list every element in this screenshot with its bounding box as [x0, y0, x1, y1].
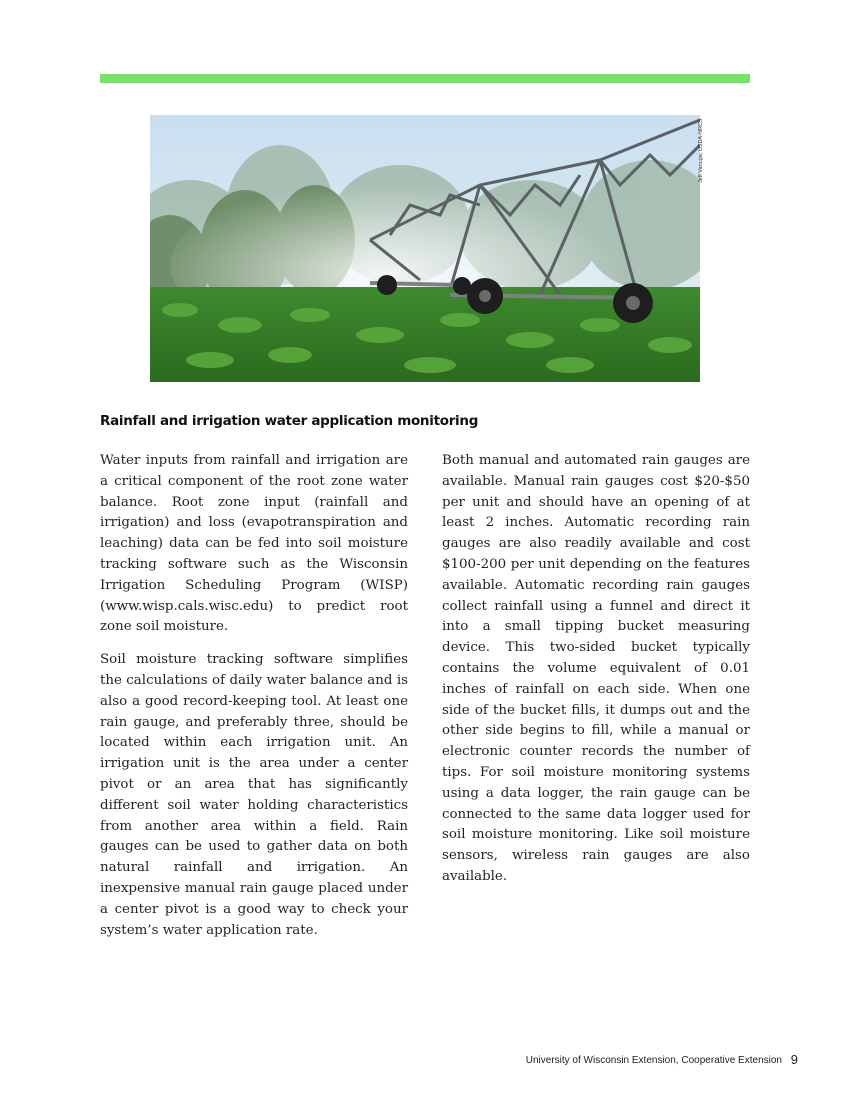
photo-credit: Jeff Vanuga, USDA-NRCS	[698, 118, 704, 183]
page-number: 9	[790, 1052, 798, 1067]
page-footer	[526, 1052, 798, 1067]
center-pivot-irrigation-photo	[150, 115, 700, 382]
paragraph: Soil moisture tracking software simplifies the calculations of daily water balance and is also a good record-keeping tool. At least one rain gauge, and preferably three, should be located within each irrigation unit. An irrigation unit is the area under a center pivot or an area that has significantly different soil water holding characteristics from another area within a field. Rain gauges can be used to gather data on both natural rainfall and irrigation. An inexpensive manual rain gauge placed under a center pivot is a good way to check your system’s water application rate.	[100, 652, 408, 938]
right-column	[442, 451, 750, 900]
left-column	[100, 451, 408, 953]
paragraph: Water inputs from rainfall and irrigation are a critical component of the root zone water balance. Root zone input (rainfall and irrigation) and loss (evapotranspiration and leaching) data can be fed into soil moisture tracking software such as the Wisconsin Irrigation Scheduling Program (WISP) (www.wisp.cals.wisc.edu) to predict root zone soil moisture.	[100, 453, 408, 635]
paragraph: Both manual and automated rain gauges are available. Manual rain gauges cost $20-$50 per unit and should have an opening of at least 2 inches. Automatic recording rain gauges are also readily available and cost $100-200 per unit depending on the features available. Automatic recording rain gauges collect rainfall using a funnel and direct it into a small tipping bucket measuring device. This two-sided bucket typically contains the volume equivalent of 0.01 inches of rainfall on each side. When one side of the bucket fills, it dumps out and the other side begins to fill, while a manual or electronic counter records the number of tips. For soil moisture monitoring systems using a data logger, the rain gauge can be connected to the same data logger used for soil moisture monitoring. Like soil moisture sensors, wireless rain gauges are also available.	[442, 453, 750, 884]
footer-publisher: University of Wisconsin Extension, Cooperative Extension	[525, 1055, 782, 1066]
section-heading: Rainfall and irrigation water application monitoring	[100, 413, 479, 429]
header-rule	[100, 74, 750, 83]
